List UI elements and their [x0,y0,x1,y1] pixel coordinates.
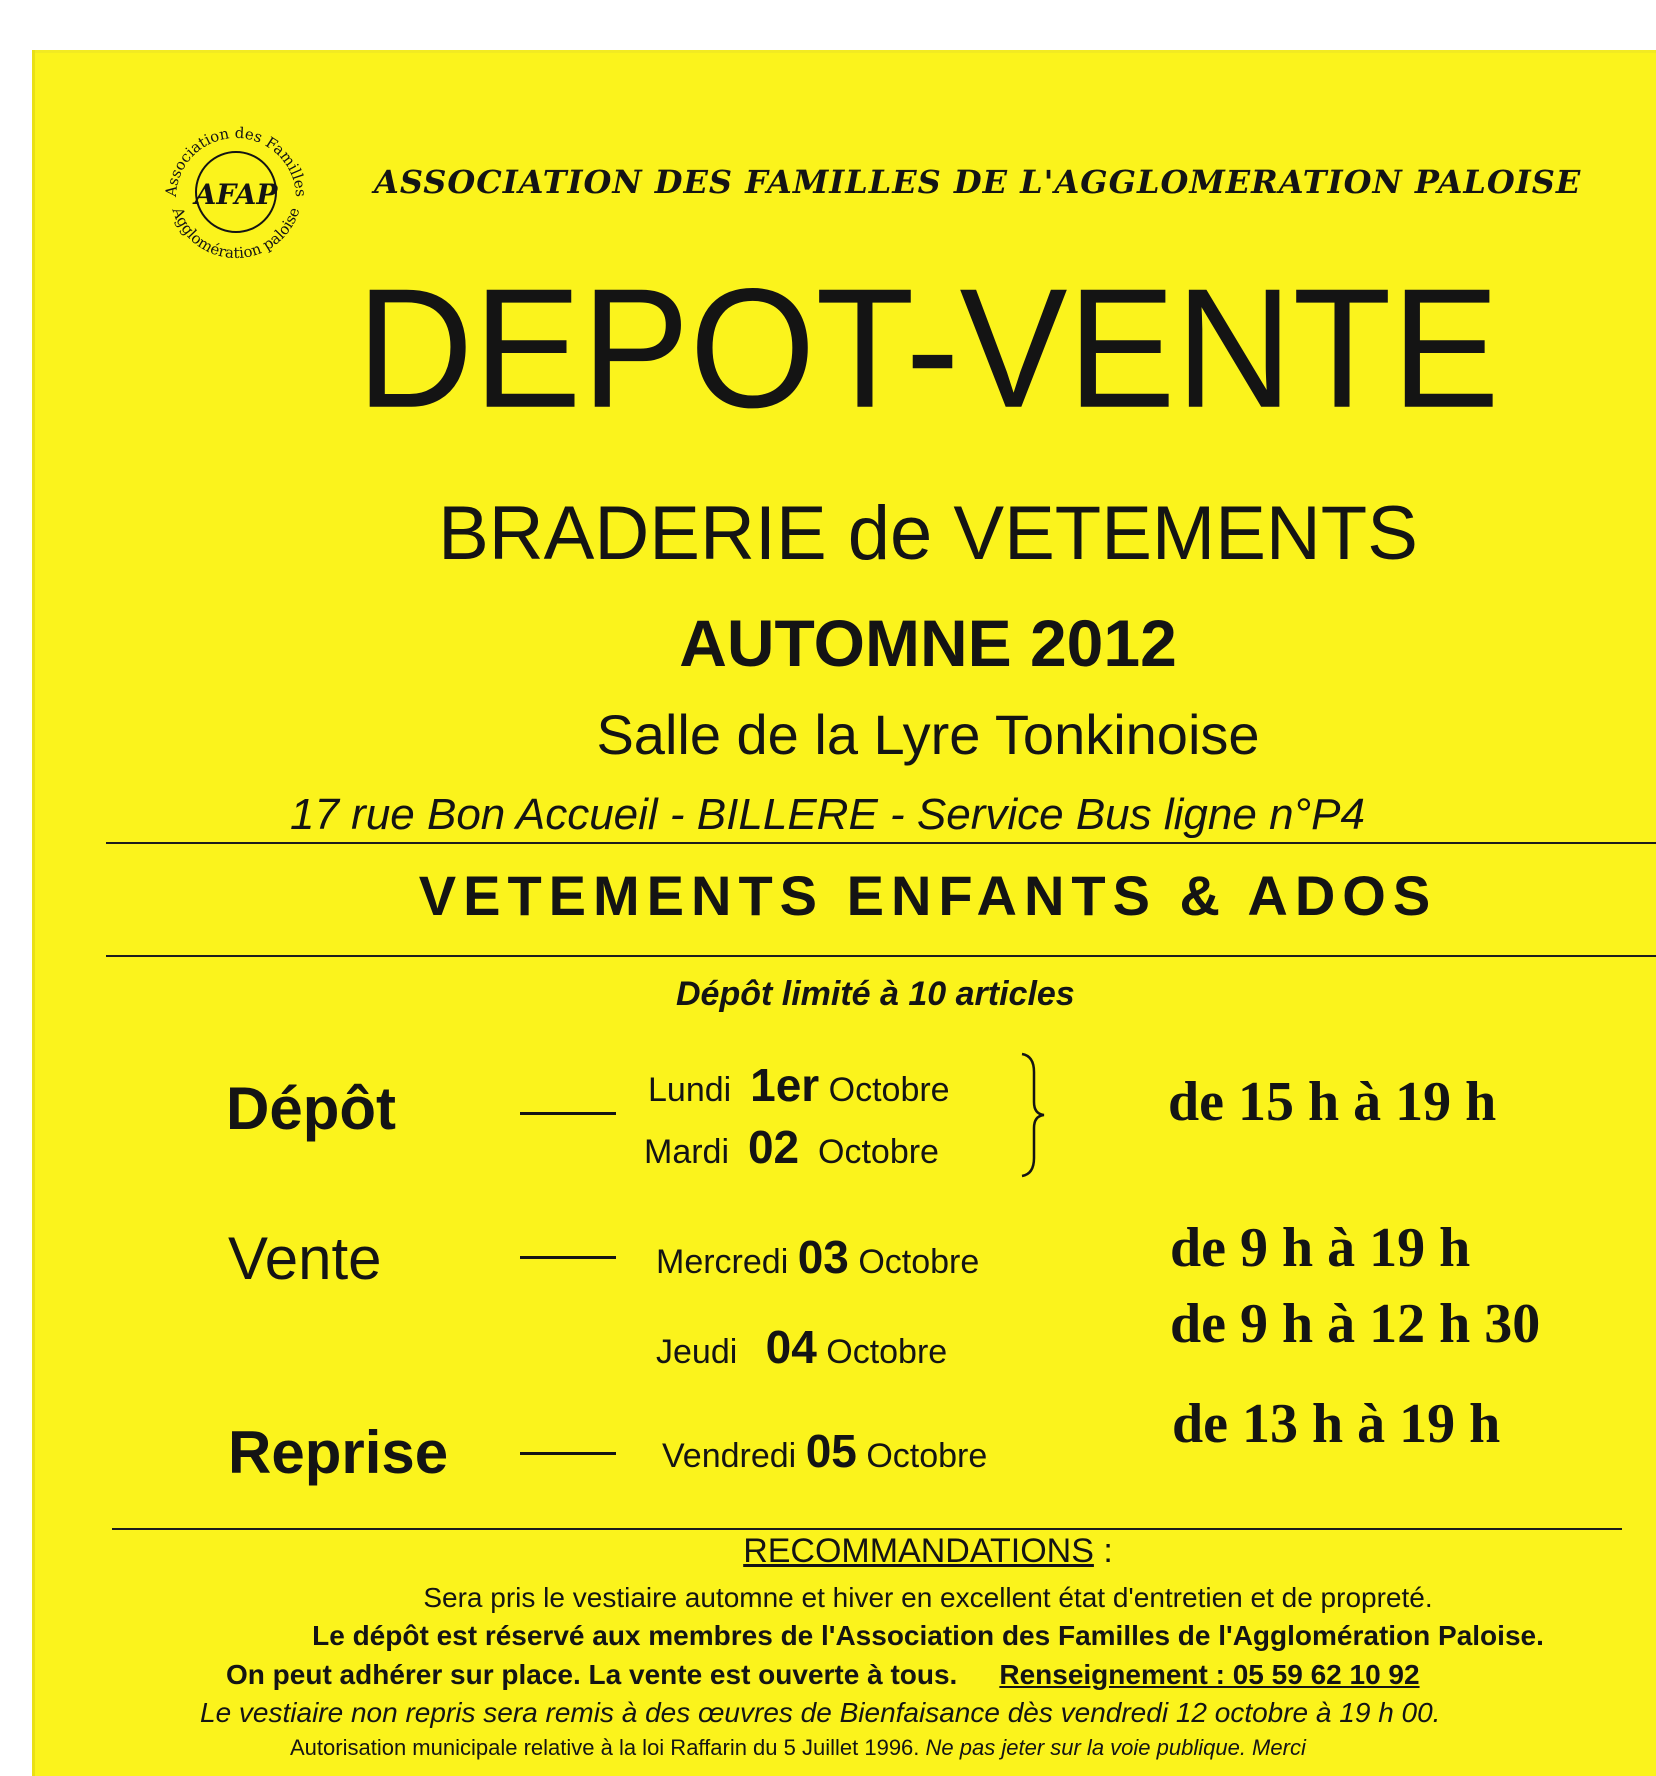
brace-icon [1018,1052,1048,1178]
recommendation-line: Sera pris le vestiaire automne et hiver en excellent état d'entretien et de propreté. [423,1582,1433,1613]
reprise-hours: de 13 h à 19 h [1172,1393,1501,1455]
deposit-limit-note: Dépôt limité à 10 articles [676,975,1075,1013]
recommendation-line: Le dépôt est réservé aux membres de l'Association des Familles de l'Agglomération Paloise. [312,1620,1544,1651]
vente-hours-1: de 9 h à 19 h [1170,1217,1471,1279]
depot-hours: de 15 h à 19 h [1168,1071,1497,1133]
divider-rule [106,842,1656,844]
association-logo [150,106,322,278]
reprise-label: Reprise [228,1419,449,1486]
reprise-date: Vendredi 05 Octobre [662,1425,988,1477]
dash-separator [520,1112,616,1115]
recommendations-heading: RECOMMANDATIONS : [743,1532,1113,1570]
contact-phone: Renseignement : 05 59 62 10 92 [999,1659,1420,1690]
depot-date-1: Lundi 1er Octobre [648,1059,950,1111]
season-label: AUTOMNE 2012 [679,606,1177,680]
flyer-subtitle: BRADERIE de VETEMENTS [438,491,1418,576]
organization-name: ASSOCIATION DES FAMILLES DE L'AGGLOMERATION PALOISE [374,163,1582,201]
flyer-title: DEPOT-VENTE [356,253,1500,444]
dash-separator [520,1256,616,1259]
vente-date-2: Jeudi 04 Octobre [656,1321,948,1373]
divider-rule [106,955,1656,957]
svg-text:Agglomération paloise: Agglomération paloise [168,204,304,263]
recommendation-line: Le vestiaire non repris sera remis à des œuvres de Bienfaisance dès vendredi 12 octobre à 19 h 00. [200,1697,1441,1728]
depot-label: Dépôt [226,1075,396,1142]
category-banner: VETEMENTS ENFANTS & ADOS [418,864,1438,927]
logo-initials: AFAP [194,178,278,211]
vente-label: Vente [228,1225,382,1292]
divider-rule [112,1528,1622,1530]
legal-notice: Autorisation municipale relative à la loi Raffarin du 5 Juillet 1996. Ne pas jeter sur la voie publique. Merci [290,1735,1306,1760]
recommendation-line: On peut adhérer sur place. La vente est ouverte à tous. Renseignement : 05 59 62 10 92 [226,1659,1420,1690]
venue-address: 17 rue Bon Accueil - BILLERE - Service Bus ligne n°P4 [290,790,1365,839]
vente-date-1: Mercredi 03 Octobre [656,1231,980,1283]
vente-hours-2: de 9 h à 12 h 30 [1170,1293,1541,1355]
dash-separator [520,1452,616,1455]
venue-name: Salle de la Lyre Tonkinoise [596,703,1260,766]
depot-date-2: Mardi 02 Octobre [644,1121,939,1173]
svg-text:Association des Familles: Association des Familles [161,123,311,198]
